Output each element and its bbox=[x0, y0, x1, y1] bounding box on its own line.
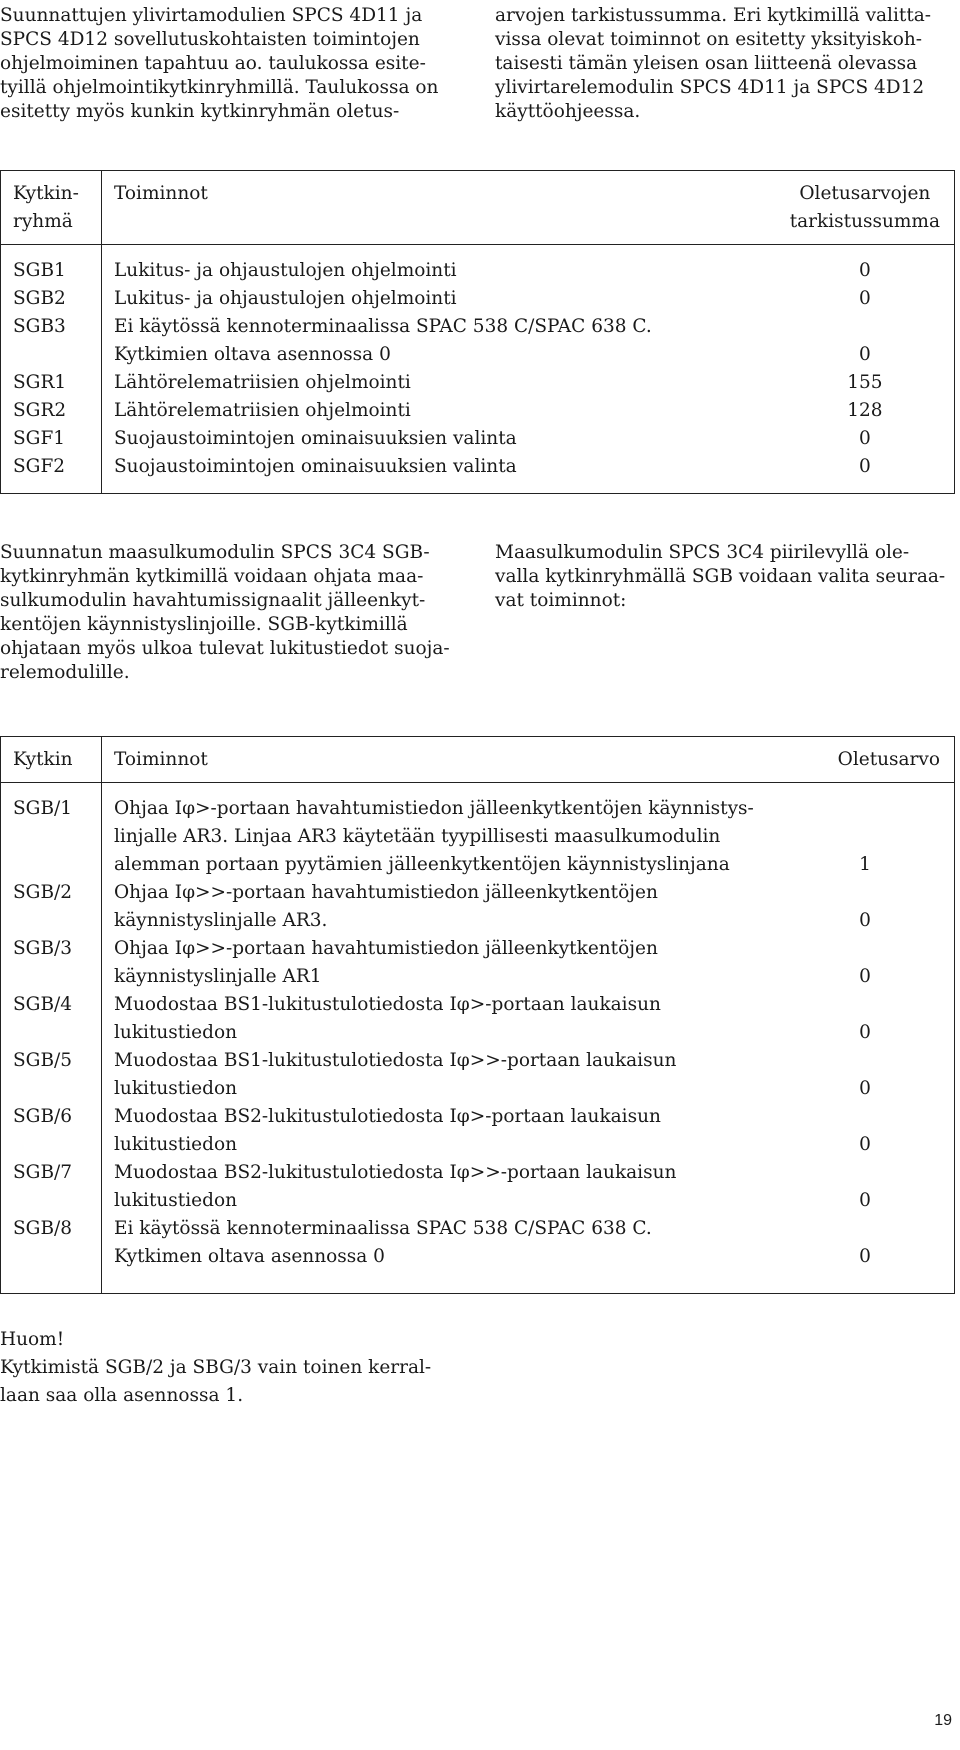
table-header-row bbox=[1, 737, 955, 783]
default-value: 0 bbox=[859, 1190, 871, 1211]
default-value: 0 bbox=[859, 1134, 871, 1155]
function-cell bbox=[102, 1159, 791, 1215]
default-value: 0 bbox=[859, 910, 871, 931]
checksum-cell bbox=[790, 245, 955, 286]
note-line: laan saa olla asennossa 1. bbox=[0, 1385, 244, 1406]
function-line: Lähtörelematriisien ohjelmointi bbox=[114, 372, 411, 393]
function-cell bbox=[102, 245, 790, 286]
text-line: ohjelmoiminen tapahtuu ao. taulukossa esite- bbox=[0, 53, 426, 74]
text-line: vissa olevat toiminnot on esitetty yksityiskoh- bbox=[495, 29, 923, 50]
checksum-value: 0 bbox=[858, 456, 871, 477]
switch-group-cell: SGR2 bbox=[1, 397, 102, 425]
text-line: relemodulille. bbox=[0, 662, 130, 683]
table-row bbox=[1, 935, 955, 991]
checksum-value: 0 bbox=[858, 428, 871, 449]
function-line: lukitustiedon bbox=[114, 1078, 237, 1099]
column-header-functions: Toiminnot bbox=[102, 171, 790, 245]
switch-group-table bbox=[0, 170, 955, 494]
switch-cell: SGB/2 bbox=[1, 879, 102, 935]
switch-group-cell: SGB2 bbox=[1, 285, 102, 313]
function-line: Ohjaa Iφ>-portaan havahtumistiedon jälleenkytkentöjen käynnistys- bbox=[114, 798, 754, 819]
earth-fault-text-right bbox=[495, 541, 957, 613]
function-line: Muodostaa BS1-lukitustulotiedosta Iφ>-portaan laukaisun bbox=[114, 994, 661, 1015]
function-line: Muodostaa BS1-lukitustulotiedosta Iφ>>-portaan laukaisun bbox=[114, 1050, 677, 1071]
header-line: ryhmä bbox=[13, 211, 73, 232]
default-value-cell bbox=[790, 935, 955, 991]
text-line: ylivirtarelemodulin SPCS 4D11 ja SPCS 4D12 bbox=[495, 77, 925, 98]
text-line: arvojen tarkistussumma. Eri kytkimillä valitta- bbox=[495, 5, 932, 26]
text-line: Suunnatun maasulkumodulin SPCS 3C4 SGB- bbox=[0, 542, 430, 563]
switch-group-cell: SGF2 bbox=[1, 453, 102, 494]
table-body bbox=[1, 783, 955, 1294]
function-cell bbox=[102, 369, 790, 397]
table-row bbox=[1, 1047, 955, 1103]
default-value-cell bbox=[790, 1159, 955, 1215]
switch-cell: SGB/6 bbox=[1, 1103, 102, 1159]
column-header-functions: Toiminnot bbox=[102, 737, 791, 783]
table-row bbox=[1, 397, 955, 425]
function-cell bbox=[102, 783, 791, 880]
table-row bbox=[1, 453, 955, 494]
default-value-cell bbox=[790, 879, 955, 935]
table-row bbox=[1, 1159, 955, 1215]
note-heading: Huom! bbox=[0, 1329, 65, 1350]
switch-cell: SGB/1 bbox=[1, 783, 102, 880]
text-line: tyillä ohjelmointikytkinryhmillä. Taulukossa on bbox=[0, 77, 439, 98]
note-line: Kytkimistä SGB/2 ja SBG/3 vain toinen kerral- bbox=[0, 1357, 432, 1378]
function-line: linjalle AR3. Linjaa AR3 käytetään tyypillisesti maasulkumodulin bbox=[114, 826, 721, 847]
switch-cell: SGB/4 bbox=[1, 991, 102, 1047]
checksum-cell bbox=[790, 453, 955, 494]
function-cell bbox=[102, 935, 791, 991]
page-number: 19 bbox=[934, 1712, 952, 1729]
function-line: Kytkimen oltava asennossa 0 bbox=[114, 1246, 385, 1267]
function-line: Ohjaa Iφ>>-portaan havahtumistiedon jälleenkytkentöjen bbox=[114, 938, 658, 959]
column-header-switch: Kytkin bbox=[1, 737, 102, 783]
default-value-cell bbox=[790, 1047, 955, 1103]
function-line: Suojaustoimintojen ominaisuuksien valinta bbox=[114, 456, 517, 477]
column-header-checksum bbox=[790, 171, 955, 245]
checksum-value: 0 bbox=[858, 344, 871, 365]
function-line: lukitustiedon bbox=[114, 1134, 237, 1155]
sgb-switch-table bbox=[0, 736, 955, 1294]
function-cell bbox=[102, 1047, 791, 1103]
text-line: kentöjen käynnistyslinjoille. SGB-kytkimillä bbox=[0, 614, 408, 635]
function-line: alemman portaan pyytämien jälleenkytkentöjen käynnistyslinjana bbox=[114, 854, 730, 875]
table-row bbox=[1, 991, 955, 1047]
checksum-value: 0 bbox=[858, 260, 871, 281]
function-cell bbox=[102, 285, 790, 313]
table-row bbox=[1, 879, 955, 935]
checksum-cell bbox=[790, 369, 955, 397]
switch-cell: SGB/3 bbox=[1, 935, 102, 991]
function-cell bbox=[102, 313, 790, 369]
default-value-cell bbox=[790, 1103, 955, 1159]
header-line: Kytkin- bbox=[13, 183, 79, 204]
function-cell bbox=[102, 453, 790, 494]
text-line: Suunnattujen ylivirtamodulien SPCS 4D11 ja bbox=[0, 5, 423, 26]
default-value: 0 bbox=[859, 966, 871, 987]
function-line: Ohjaa Iφ>>-portaan havahtumistiedon jälleenkytkentöjen bbox=[114, 882, 658, 903]
function-line: Lähtörelematriisien ohjelmointi bbox=[114, 400, 411, 421]
table-row bbox=[1, 285, 955, 313]
switch-group-cell: SGR1 bbox=[1, 369, 102, 397]
table-row bbox=[1, 1103, 955, 1159]
text-line: taisesti tämän yleisen osan liitteenä olevassa bbox=[495, 53, 918, 74]
switch-cell: SGB/7 bbox=[1, 1159, 102, 1215]
header-line: tarkistussumma bbox=[789, 211, 940, 232]
table-row bbox=[1, 245, 955, 286]
function-line: Lukitus- ja ohjaustulojen ohjelmointi bbox=[114, 288, 457, 309]
table-row bbox=[1, 783, 955, 880]
function-line: Ei käytössä kennoterminaalissa SPAC 538 C/SPAC 638 C. bbox=[114, 316, 652, 337]
switch-group-cell: SGB3 bbox=[1, 313, 102, 369]
checksum-cell bbox=[790, 425, 955, 453]
switch-cell: SGB/5 bbox=[1, 1047, 102, 1103]
text-line: valla kytkinryhmällä SGB voidaan valita seuraa- bbox=[495, 566, 946, 587]
intro-text-right bbox=[495, 4, 957, 124]
table-row bbox=[1, 1215, 955, 1294]
default-value: 1 bbox=[859, 854, 871, 875]
switch-cell: SGB/8 bbox=[1, 1215, 102, 1294]
function-line: Muodostaa BS2-lukitustulotiedosta Iφ>-portaan laukaisun bbox=[114, 1106, 661, 1127]
default-value: 0 bbox=[859, 1022, 871, 1043]
function-line: Suojaustoimintojen ominaisuuksien valinta bbox=[114, 428, 517, 449]
checksum-value: 128 bbox=[847, 400, 883, 421]
column-header-group bbox=[1, 171, 102, 245]
checksum-cell bbox=[790, 397, 955, 425]
function-line: Kytkimien oltava asennossa 0 bbox=[114, 344, 391, 365]
checksum-value: 0 bbox=[858, 288, 871, 309]
column-header-default: Oletusarvo bbox=[790, 737, 955, 783]
function-cell bbox=[102, 991, 791, 1047]
default-value: 0 bbox=[859, 1246, 871, 1267]
table-row bbox=[1, 313, 955, 369]
table-header-row bbox=[1, 171, 955, 245]
text-line: sulkumodulin havahtumissignaalit jälleenkyt- bbox=[0, 590, 426, 611]
text-line: Maasulkumodulin SPCS 3C4 piirilevyllä ole- bbox=[495, 542, 910, 563]
default-value-cell bbox=[790, 783, 955, 880]
function-line: Ei käytössä kennoterminaalissa SPAC 538 C/SPAC 638 C. bbox=[114, 1218, 652, 1239]
switch-group-cell: SGB1 bbox=[1, 245, 102, 286]
earth-fault-text-left bbox=[0, 541, 462, 685]
function-cell bbox=[102, 1103, 791, 1159]
checksum-cell bbox=[790, 313, 955, 369]
table-row bbox=[1, 425, 955, 453]
function-line: käynnistyslinjalle AR1 bbox=[114, 966, 322, 987]
switch-group-cell: SGF1 bbox=[1, 425, 102, 453]
text-line: esitetty myös kunkin kytkinryhmän oletus- bbox=[0, 101, 400, 122]
function-line: käynnistyslinjalle AR3. bbox=[114, 910, 328, 931]
text-line: ohjataan myös ulkoa tulevat lukitustiedot suoja- bbox=[0, 638, 450, 659]
checksum-value: 155 bbox=[847, 372, 883, 393]
default-value: 0 bbox=[859, 1078, 871, 1099]
intro-text-left bbox=[0, 4, 462, 124]
table-row bbox=[1, 369, 955, 397]
checksum-cell bbox=[790, 285, 955, 313]
default-value-cell bbox=[790, 1215, 955, 1294]
function-cell bbox=[102, 425, 790, 453]
note bbox=[0, 1326, 470, 1410]
function-line: Lukitus- ja ohjaustulojen ohjelmointi bbox=[114, 260, 457, 281]
text-line: vat toiminnot: bbox=[495, 590, 627, 611]
table-body bbox=[1, 245, 955, 494]
function-line: lukitustiedon bbox=[114, 1022, 237, 1043]
function-line: lukitustiedon bbox=[114, 1190, 237, 1211]
text-line: SPCS 4D12 sovellutuskohtaisten toimintojen bbox=[0, 29, 420, 50]
function-line: Muodostaa BS2-lukitustulotiedosta Iφ>>-portaan laukaisun bbox=[114, 1162, 677, 1183]
function-cell bbox=[102, 1215, 791, 1294]
function-cell bbox=[102, 397, 790, 425]
default-value-cell bbox=[790, 991, 955, 1047]
text-line: käyttöohjeessa. bbox=[495, 101, 641, 122]
function-cell bbox=[102, 879, 791, 935]
text-line: kytkinryhmän kytkimillä voidaan ohjata maa- bbox=[0, 566, 424, 587]
header-line: Oletusarvojen bbox=[799, 183, 931, 204]
